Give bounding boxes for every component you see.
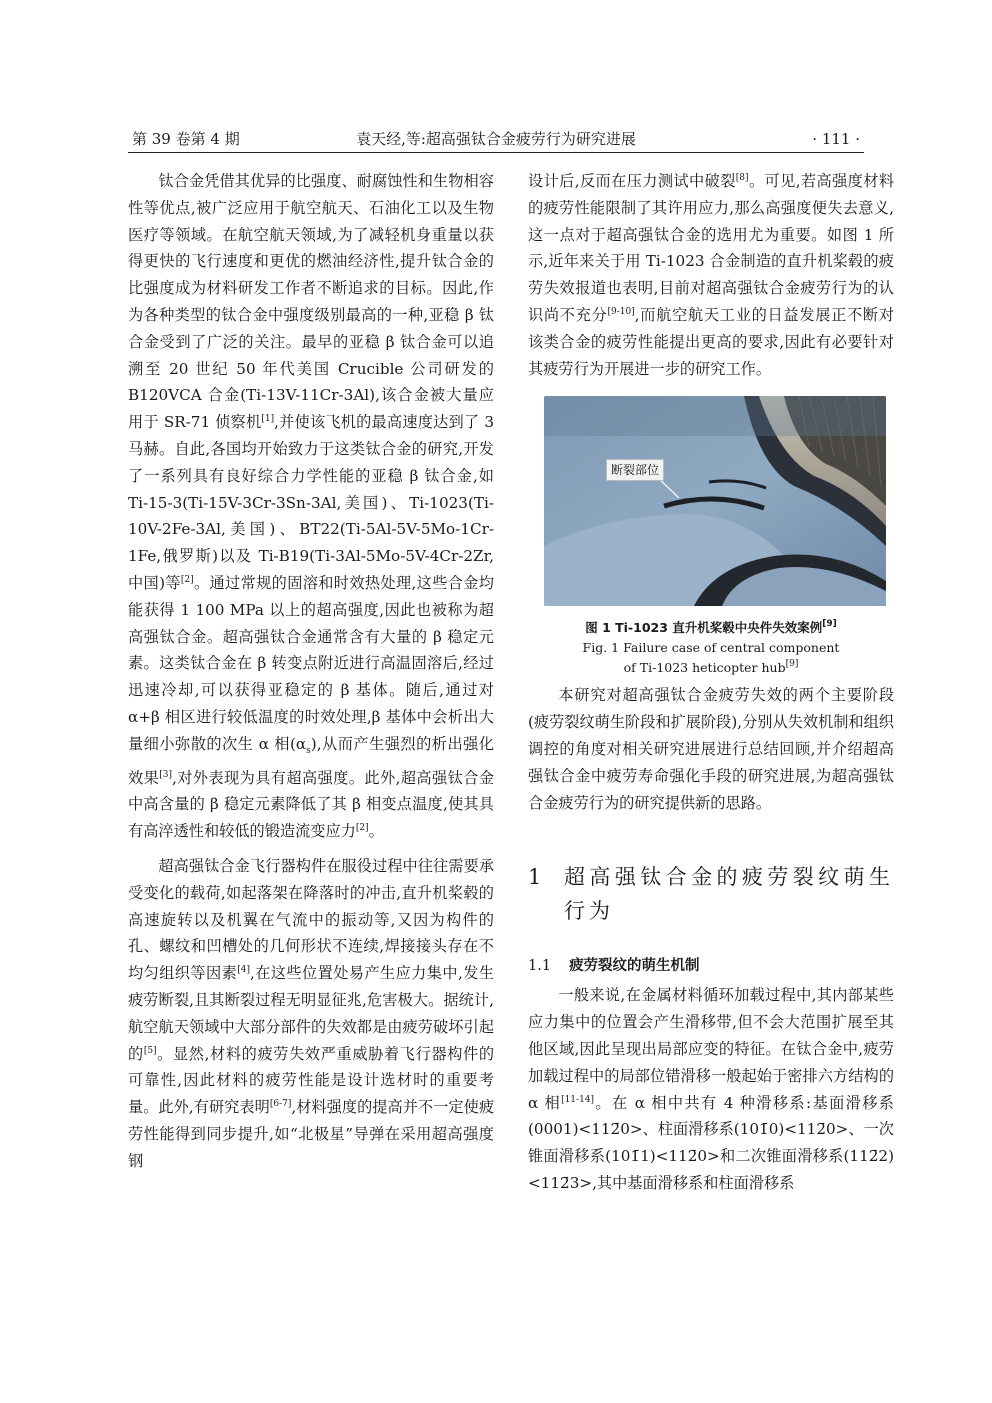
figure-caption-en-line2: of Ti-1023 heticopter hub[9] [623, 659, 799, 676]
paragraph-fatigue-loading: 超高强钛合金飞行器构件在服役过程中往往需要承受变化的载荷,如起落架在降落时的冲击,直升机桨毂的高速旋转以及机翼在气流中的振动等,又因为构件的孔、螺纹和凹槽处的几何形状不连续,焊接接头存在不均匀组织等因素[4],在这些位置处易产生应力集中,发生疲劳断裂,且其断裂过程无明显征兆,危害极大。据统计,航空航天领域中大部分部件的失效都是由疲劳破坏引起的[5]。显然,材料的疲劳失效严重威胁着飞行器构件的可靠性,因此材料的疲劳性能是设计选材时的重要考量。此外,有研究表明[6-7],材料强度的提高并不一定使疲劳性能得到同步提升,如“北极星”导弹在采用超高强度钢 [128, 856, 495, 1170]
citation[interactable]: [9-10] [607, 306, 635, 317]
citation[interactable]: [8] [735, 173, 749, 183]
citation[interactable]: [4] [237, 965, 250, 976]
citation[interactable]: [9] [822, 619, 837, 630]
citation[interactable]: [6-7] [269, 1099, 292, 1110]
subsection-title: 疲劳裂纹的萌生机制 [569, 958, 700, 975]
paragraph-continued: 设计后,反而在压力测试中破裂[8]。可见,若高强度材料的疲劳性能限制了其许用应力,那么高强度便失去意义,这一点对于超高强钛合金的选用尤为重要。如图 1 所示,近年来关于用 Ti-1023 合金制造的直升机桨毂的疲劳失效报道也表明,目前对超高强钛合金疲劳行为的认识尚不充分[9-10],而航空航天工业的日益发展正不断对该类合金的疲劳性能提出更高的要求,因此有必要针对其疲劳行为开展进一步的研究工作。 [528, 172, 895, 378]
citation[interactable]: [2] [355, 823, 369, 834]
subscript: s [306, 745, 311, 756]
figure-caption-en-line1: Fig. 1 Failure case of central component [582, 640, 840, 656]
left-column [128, 168, 494, 1175]
right-column [528, 168, 894, 1197]
citation[interactable]: [9] [785, 659, 799, 670]
section-heading-1 [528, 860, 894, 928]
citation[interactable]: [2] [180, 574, 194, 585]
citation[interactable]: [3] [159, 769, 172, 780]
subsection-number: 1.1 [528, 958, 552, 975]
running-header [128, 128, 864, 153]
fracture-location-label: 断裂部位 [606, 459, 664, 481]
page-number: · 111 · [812, 130, 860, 148]
paragraph-initiation-mechanism: 一般来说,在金属材料循环加载过程中,其内部某些应力集中的位置会产生滑移带,但不会大范围扩展至其他区域,因此呈现出局部应变的特征。在钛合金中,疲劳加载过程中的局部位错滑移一般起始于密排六方结构的 α 相[11-14]。在 α 相中共有 4 种滑移系:基面滑移系(0001)<112̄0>、柱面滑移系(101̄0)<112̄0>、一次锥面滑移系(101̄1)<112̄0>和二次锥面滑移系(112̄2)<112̄3>,其中基面滑移系和柱面滑移系 [528, 986, 894, 1192]
hub-failure-image [544, 396, 886, 606]
figure-caption-cn: 图 1 Ti-1023 直升机桨毂中央件失效案例[9] [585, 619, 837, 636]
citation[interactable]: [1] [261, 414, 275, 425]
citation[interactable]: [5] [143, 1045, 157, 1056]
journal-volume: 第 39 卷第 4 期 [132, 130, 240, 148]
section-number: 1 [528, 865, 546, 890]
running-title: 袁天经,等:超高强钛合金疲劳行为研究进展 [356, 130, 636, 148]
figure-1-photo [544, 396, 886, 606]
subsection-heading-1-1 [528, 954, 894, 978]
paragraph-intro: 钛合金凭借其优异的比强度、耐腐蚀性和生物相容性等优点,被广泛应用于航空航天、石油化工以及生物医疗等领域。在航空航天领域,为了减轻机身重量以获得更快的飞行速度和更优的燃油经济性,提升钛合金的比强度成为材料研发工作者不断追求的目标。因此,作为各种类型的钛合金中强度级别最高的一种,亚稳 β 钛合金受到了广泛的关注。最早的亚稳 β 钛合金可以追溯至 20 世纪 50 年代美国 Crucible 公司研发的 B120VCA 合金(Ti-13V-11Cr-3Al),该合金被大量应用于 SR-71 侦察机[1],并使该飞机的最高速度达到了 3 马赫。自此,各国均开始致力于这类钛合金的研究,开发了一系列具有良好综合力学性能的亚稳 β 钛合金,如 Ti-15-3(Ti-15V-3Cr-3Sn-3Al,美国)、Ti-1023(Ti-10V-2Fe-3Al,美国)、BT22(Ti-5Al-5V-5Mo-1Cr-1Fe,俄罗斯)以及 Ti-B19(Ti-3Al-5Mo-5V-4Cr-2Zr,中国)等[2]。通过常规的固溶和时效热处理,这些合金均能获得 1 100 MPa 以上的超高强度,因此也被称为超高强钛合金。超高强钛合金通常含有大量的 β 稳定元素。这类钛合金在 β 转变点附近进行高温固溶后,经过迅速冷却,可以获得亚稳定的 β 基体。随后,通过对 α+β 相区进行较低温度的时效处理,β 基体中会析出大量细小弥散的次生 α 相$(\alpha_s)$,从而产生强烈的析出强化效果[3],对外表现为具有超高强度。此外,超高强钛合金中高含量的 β 稳定元素降低了其 β 相变点温度,使其具有高淬透性和较低的锻造流变应力[2]。 [128, 172, 495, 841]
section-title: 超高强钛合金的疲劳裂纹萌生行为 [564, 865, 894, 924]
citation[interactable]: [11-14] [561, 1094, 595, 1105]
paragraph-study-overview: 本研究对超高强钛合金疲劳失效的两个主要阶段(疲劳裂纹萌生阶段和扩展阶段),分别从失效机制和组织调控的角度对相关研究进展进行总结回顾,并介绍超高强钛合金中疲劳寿命强化手段的研究进展,为超高强钛合金疲劳行为的研究提供新的思路。 [528, 686, 894, 812]
